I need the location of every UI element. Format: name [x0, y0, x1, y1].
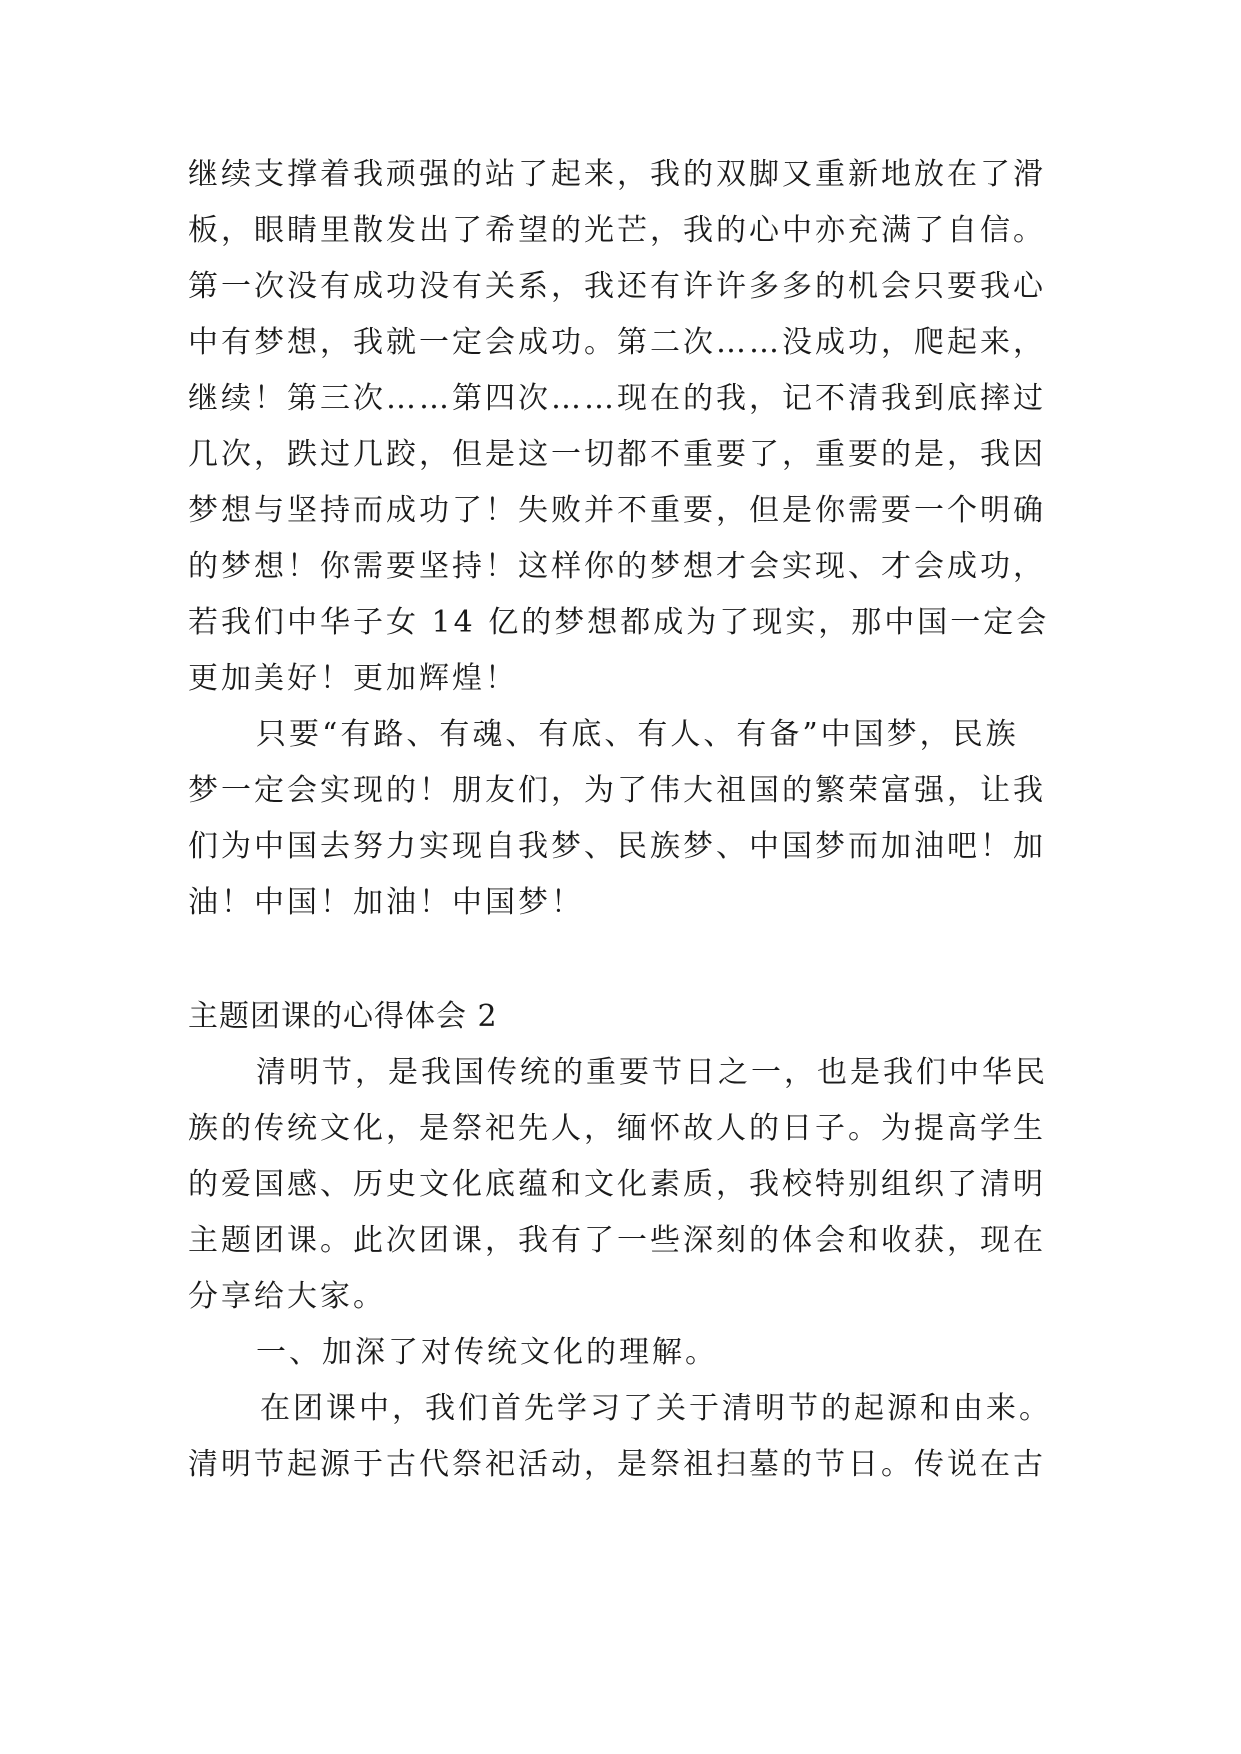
paragraph-line: 板，眼睛里散发出了希望的光芒，我的心中亦充满了自信。: [188, 213, 1046, 248]
section-title: 主题团课的心得体会 2: [188, 999, 498, 1034]
paragraph-line: 几次，跌过几跤，但是这一切都不重要了，重要的是，我因: [188, 437, 1046, 472]
paragraph-line: 若我们中华子女 14 亿的梦想都成为了现实，那中国一定会: [188, 605, 1050, 640]
paragraph-line: 们为中国去努力实现自我梦、民族梦、中国梦而加油吧！加: [188, 829, 1046, 864]
paragraph-line: 清明节起源于古代祭祀活动，是祭祖扫墓的节日。传说在古: [188, 1447, 1046, 1482]
paragraph-line: 梦一定会实现的！朋友们，为了伟大祖国的繁荣富强，让我: [188, 773, 1046, 808]
paragraph-line: 继续支撑着我顽强的站了起来，我的双脚又重新地放在了滑: [188, 157, 1046, 192]
paragraph-line: 的爱国感、历史文化底蕴和文化素质，我校特别组织了清明: [188, 1167, 1046, 1202]
paragraph-line: 的梦想！你需要坚持！这样你的梦想才会实现、才会成功，: [188, 549, 1046, 584]
paragraph-line: 第一次没有成功没有关系，我还有许许多多的机会只要我心: [188, 269, 1046, 304]
paragraph-line: 主题团课。此次团课，我有了一些深刻的体会和收获，现在: [188, 1223, 1046, 1258]
paragraph-line: 中有梦想，我就一定会成功。第二次……没成功，爬起来，: [188, 325, 1046, 360]
paragraph-line: 清明节，是我国传统的重要节日之一，也是我们中华民: [256, 1055, 1048, 1090]
paragraph-line: 更加美好！更加辉煌！: [188, 661, 518, 696]
paragraph-line: 油！中国！加油！中国梦！: [188, 885, 584, 920]
paragraph-line: 继续！第三次……第四次……现在的我，记不清我到底摔过: [188, 381, 1046, 416]
paragraph-line: 族的传统文化，是祭祀先人，缅怀故人的日子。为提高学生: [188, 1111, 1046, 1146]
paragraph-line: 在团课中，我们首先学习了关于清明节的起源和由来。: [260, 1391, 1052, 1426]
paragraph-line: 只要“有路、有魂、有底、有人、有备”中国梦，民族: [256, 717, 1019, 752]
subheading: 一、加深了对传统文化的理解。: [256, 1335, 718, 1370]
paragraph-line: 分享给大家。: [188, 1279, 386, 1314]
paragraph-line: 梦想与坚持而成功了！失败并不重要，但是你需要一个明确: [188, 493, 1046, 528]
